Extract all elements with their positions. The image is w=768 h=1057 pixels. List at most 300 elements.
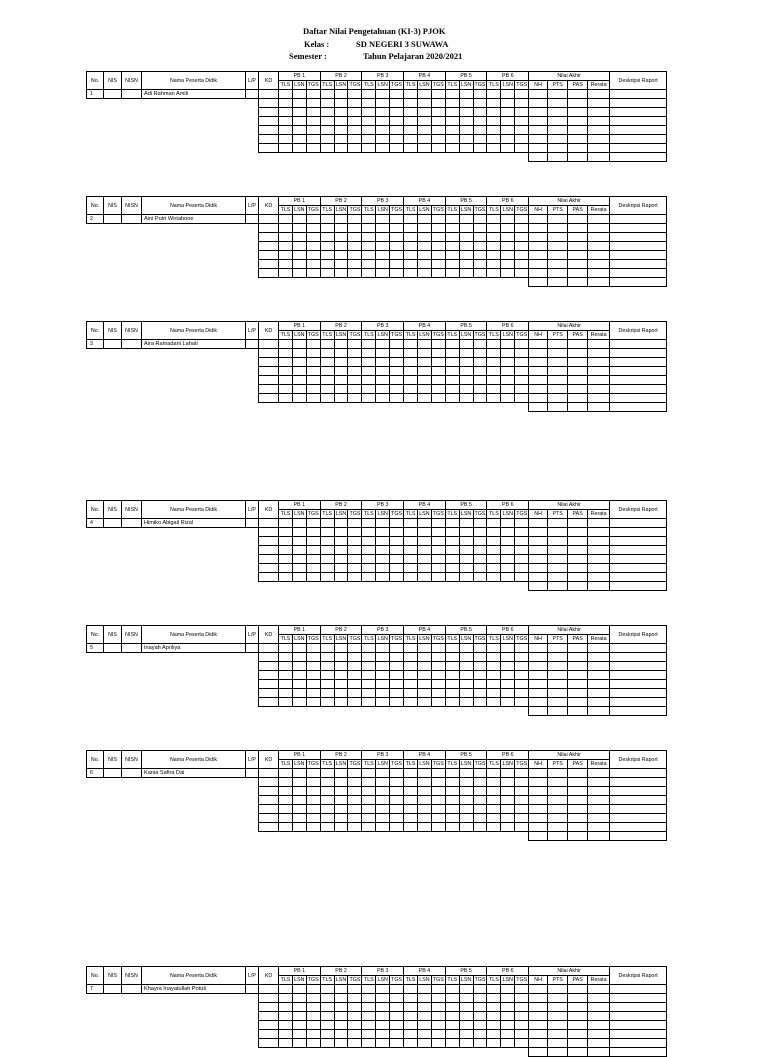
grade-cell bbox=[487, 144, 501, 153]
col-header-pb: PB 6 bbox=[487, 322, 529, 331]
blank-cell bbox=[246, 814, 259, 823]
grade-cell bbox=[515, 269, 529, 278]
blank-cell bbox=[246, 403, 259, 412]
grade-cell bbox=[292, 778, 306, 787]
grade-cell bbox=[445, 251, 459, 260]
grade-cell bbox=[431, 644, 445, 653]
grade-cell bbox=[390, 546, 404, 555]
blank-cell bbox=[142, 653, 246, 662]
grade-cell bbox=[279, 99, 293, 108]
grade-cell bbox=[404, 778, 418, 787]
grade-cell bbox=[473, 796, 487, 805]
col-subheader-tgs: TGS bbox=[474, 977, 486, 983]
blank-cell bbox=[87, 814, 104, 823]
blank-cell bbox=[390, 153, 404, 162]
grade-cell bbox=[431, 340, 445, 349]
col-header-deskripsi: Deskripsi Raport bbox=[610, 72, 667, 90]
blank-cell bbox=[122, 814, 142, 823]
blank-cell bbox=[501, 278, 515, 287]
empty-grade-row bbox=[87, 573, 667, 582]
grade-cell bbox=[588, 778, 610, 787]
grade-cell bbox=[487, 117, 501, 126]
blank-cell bbox=[246, 662, 259, 671]
blank-cell bbox=[142, 546, 246, 555]
grade-cell bbox=[501, 385, 515, 394]
blank-cell bbox=[142, 555, 246, 564]
blank-cell bbox=[142, 126, 246, 135]
grade-cell bbox=[515, 126, 529, 135]
col-subheader-lsn: LSN bbox=[419, 636, 430, 642]
grade-cell bbox=[529, 1021, 548, 1030]
semester-value: Tahun Pelajaran 2020/2021 bbox=[363, 51, 463, 61]
grade-cell bbox=[459, 787, 473, 796]
grade-cell bbox=[334, 1021, 348, 1030]
grade-cell bbox=[548, 117, 568, 126]
grade-cell bbox=[548, 564, 568, 573]
grade-cell bbox=[320, 680, 334, 689]
grade-cell bbox=[259, 269, 279, 278]
blank-cell bbox=[362, 582, 376, 591]
col-subheader-pas: PAS bbox=[568, 976, 588, 985]
grade-cell bbox=[588, 823, 610, 832]
grade-cell bbox=[362, 546, 376, 555]
student-nis bbox=[104, 90, 122, 99]
grade-cell bbox=[259, 358, 279, 367]
col-header-pb: PB 5 bbox=[445, 967, 487, 976]
grade-cell bbox=[487, 528, 501, 537]
grade-cell bbox=[529, 144, 548, 153]
grade-cell bbox=[259, 680, 279, 689]
grade-cell bbox=[529, 787, 548, 796]
grade-cell bbox=[588, 224, 610, 233]
grade-cell bbox=[320, 689, 334, 698]
grade-cell bbox=[390, 1012, 404, 1021]
grade-cell bbox=[417, 340, 431, 349]
col-subheader-lsn: LSN bbox=[460, 82, 472, 88]
grade-cell bbox=[515, 671, 529, 680]
grade-cell bbox=[473, 260, 487, 269]
grade-cell bbox=[376, 1003, 390, 1012]
grade-cell bbox=[515, 546, 529, 555]
col-header-deskripsi: Deskripsi Raport bbox=[610, 501, 667, 519]
grade-cell bbox=[487, 680, 501, 689]
grade-cell bbox=[487, 385, 501, 394]
grade-cell bbox=[279, 1012, 293, 1021]
col-header-pb: PB 6 bbox=[487, 751, 529, 760]
grade-cell bbox=[610, 573, 667, 582]
grade-cell bbox=[548, 689, 568, 698]
grade-cell bbox=[529, 215, 548, 224]
grade-cell bbox=[548, 644, 568, 653]
col-subheader-rerata: Rerata bbox=[588, 81, 610, 90]
grade-cell bbox=[610, 242, 667, 251]
grade-cell bbox=[548, 376, 568, 385]
grade-cell bbox=[529, 385, 548, 394]
grade-cell bbox=[279, 358, 293, 367]
blank-cell bbox=[320, 832, 334, 841]
grade-cell bbox=[376, 1039, 390, 1048]
col-subheader-tgs: TGS bbox=[474, 82, 486, 88]
col-subheader-lsn: LSN bbox=[335, 207, 347, 213]
grade-cell bbox=[362, 653, 376, 662]
blank-cell bbox=[122, 224, 142, 233]
grade-cell bbox=[473, 117, 487, 126]
blank-cell bbox=[246, 1048, 259, 1057]
grade-cell bbox=[501, 823, 515, 832]
blank-cell bbox=[445, 403, 459, 412]
grade-cell bbox=[417, 269, 431, 278]
grade-cell bbox=[306, 1021, 320, 1030]
grade-cell bbox=[529, 823, 548, 832]
grade-cell bbox=[417, 385, 431, 394]
blank-cell bbox=[246, 555, 259, 564]
blank-cell bbox=[515, 1048, 529, 1057]
grade-cell bbox=[501, 126, 515, 135]
col-subheader-lsn: LSN bbox=[419, 207, 430, 213]
grade-cell bbox=[515, 573, 529, 582]
student-lp bbox=[246, 215, 259, 224]
grade-cell bbox=[279, 135, 293, 144]
summary-cell bbox=[548, 582, 568, 591]
blank-cell bbox=[87, 251, 104, 260]
grade-cell bbox=[445, 269, 459, 278]
grade-cell bbox=[376, 269, 390, 278]
col-header-pb: PB 4 bbox=[404, 501, 446, 510]
grade-cell bbox=[362, 224, 376, 233]
grade-cell bbox=[417, 251, 431, 260]
col-subheader-lsn: LSN bbox=[502, 511, 513, 517]
grade-cell bbox=[568, 242, 588, 251]
grade-cell bbox=[588, 260, 610, 269]
grade-cell bbox=[279, 108, 293, 117]
grade-cell bbox=[390, 680, 404, 689]
grade-cell bbox=[390, 653, 404, 662]
col-header-pb: PB 3 bbox=[362, 967, 404, 976]
blank-cell bbox=[246, 1012, 259, 1021]
grade-cell bbox=[390, 689, 404, 698]
grade-cell bbox=[501, 698, 515, 707]
grade-cell bbox=[445, 376, 459, 385]
grade-cell bbox=[362, 144, 376, 153]
blank-cell bbox=[306, 832, 320, 841]
grade-cell bbox=[292, 215, 306, 224]
grade-cell bbox=[473, 662, 487, 671]
grade-cell bbox=[334, 233, 348, 242]
grade-cell bbox=[259, 1003, 279, 1012]
grade-cell bbox=[390, 90, 404, 99]
blank-cell bbox=[122, 233, 142, 242]
blank-cell bbox=[246, 242, 259, 251]
grade-cell bbox=[473, 242, 487, 251]
grade-cell bbox=[487, 1021, 501, 1030]
grade-cell bbox=[487, 358, 501, 367]
blank-cell bbox=[246, 108, 259, 117]
blank-cell bbox=[459, 707, 473, 716]
grade-cell bbox=[259, 994, 279, 1003]
grade-cell bbox=[348, 546, 362, 555]
grade-cell bbox=[334, 1030, 348, 1039]
col-header-pb: PB 1 bbox=[279, 751, 321, 760]
blank-cell bbox=[501, 153, 515, 162]
grade-cell bbox=[376, 367, 390, 376]
grade-cell bbox=[279, 519, 293, 528]
student-lp bbox=[246, 340, 259, 349]
blank-cell bbox=[87, 403, 104, 412]
blank-cell bbox=[104, 662, 122, 671]
col-header-nama: Nama Peserta Didik bbox=[142, 751, 246, 769]
grade-cell bbox=[362, 671, 376, 680]
col-header-pb: PB 5 bbox=[445, 197, 487, 206]
blank-cell bbox=[142, 671, 246, 680]
grade-cell bbox=[259, 385, 279, 394]
grade-cell bbox=[404, 233, 418, 242]
col-subheader-rerata: Rerata bbox=[588, 331, 610, 340]
blank-cell bbox=[362, 707, 376, 716]
blank-cell bbox=[87, 269, 104, 278]
grade-cell bbox=[279, 564, 293, 573]
blank-cell bbox=[104, 1012, 122, 1021]
grade-cell bbox=[610, 367, 667, 376]
grade-cell bbox=[390, 269, 404, 278]
empty-grade-row bbox=[87, 994, 667, 1003]
grade-cell bbox=[568, 519, 588, 528]
blank-cell bbox=[87, 153, 104, 162]
grade-cell bbox=[445, 108, 459, 117]
grade-cell bbox=[459, 698, 473, 707]
blank-cell bbox=[334, 832, 348, 841]
grade-cell bbox=[487, 126, 501, 135]
grade-cell bbox=[473, 814, 487, 823]
grade-cell bbox=[487, 269, 501, 278]
blank-cell bbox=[122, 242, 142, 251]
grade-cell bbox=[306, 573, 320, 582]
blank-cell bbox=[122, 823, 142, 832]
grade-cell bbox=[487, 367, 501, 376]
col-subheader-lsn: LSN bbox=[377, 207, 388, 213]
summary-cell bbox=[568, 403, 588, 412]
col-subheader-tgs: TGS bbox=[474, 332, 486, 338]
grade-cell bbox=[588, 349, 610, 358]
grade-cell bbox=[279, 1030, 293, 1039]
grade-cell bbox=[334, 126, 348, 135]
grade-cell bbox=[404, 99, 418, 108]
grade-cell bbox=[501, 564, 515, 573]
grade-cell bbox=[334, 224, 348, 233]
grade-cell bbox=[431, 126, 445, 135]
grade-cell bbox=[376, 671, 390, 680]
grade-cell bbox=[473, 671, 487, 680]
grade-cell bbox=[279, 242, 293, 251]
grade-cell bbox=[588, 769, 610, 778]
blank-cell bbox=[122, 349, 142, 358]
grade-cell bbox=[306, 242, 320, 251]
blank-cell bbox=[417, 403, 431, 412]
grade-cell bbox=[548, 251, 568, 260]
grade-cell bbox=[515, 135, 529, 144]
grade-cell bbox=[292, 787, 306, 796]
blank-cell bbox=[473, 403, 487, 412]
blank-cell bbox=[376, 153, 390, 162]
grade-cell bbox=[431, 1039, 445, 1048]
blank-cell bbox=[142, 260, 246, 269]
grade-cell bbox=[487, 671, 501, 680]
grade-cell bbox=[259, 251, 279, 260]
grade-cell bbox=[501, 662, 515, 671]
grade-table bbox=[86, 500, 667, 591]
grade-cell bbox=[306, 108, 320, 117]
grade-cell bbox=[459, 367, 473, 376]
grade-cell bbox=[404, 367, 418, 376]
blank-cell bbox=[142, 537, 246, 546]
grade-cell bbox=[334, 546, 348, 555]
blank-cell bbox=[122, 698, 142, 707]
col-header-pb: PB 4 bbox=[404, 72, 446, 81]
grade-cell bbox=[292, 1012, 306, 1021]
grade-cell bbox=[568, 564, 588, 573]
col-subheader-lsn: LSN bbox=[335, 636, 347, 642]
grade-cell bbox=[431, 99, 445, 108]
grade-cell bbox=[259, 376, 279, 385]
grade-cell bbox=[390, 385, 404, 394]
col-subheader-tgs: TGS bbox=[432, 332, 444, 338]
grade-cell bbox=[487, 814, 501, 823]
grade-cell bbox=[473, 573, 487, 582]
col-header-nisn: NISN bbox=[122, 322, 142, 340]
blank-cell bbox=[87, 117, 104, 126]
grade-cell bbox=[501, 671, 515, 680]
grade-cell bbox=[306, 787, 320, 796]
col-subheader-lsn: LSN bbox=[377, 82, 388, 88]
blank-cell bbox=[431, 832, 445, 841]
grade-cell bbox=[588, 653, 610, 662]
grade-cell bbox=[334, 671, 348, 680]
grade-cell bbox=[390, 242, 404, 251]
col-subheader-tls: TLS bbox=[320, 331, 334, 340]
grade-cell bbox=[529, 242, 548, 251]
grade-cell bbox=[431, 394, 445, 403]
grade-cell bbox=[610, 519, 667, 528]
grade-cell bbox=[548, 99, 568, 108]
col-subheader-lsn: LSN bbox=[460, 511, 472, 517]
grade-cell bbox=[473, 126, 487, 135]
grade-cell bbox=[404, 644, 418, 653]
grade-cell bbox=[362, 644, 376, 653]
col-header-pb: PB 6 bbox=[487, 72, 529, 81]
blank-cell bbox=[122, 358, 142, 367]
col-subheader-lsn: LSN bbox=[419, 511, 430, 517]
grade-cell bbox=[334, 787, 348, 796]
grade-cell bbox=[610, 528, 667, 537]
grade-cell bbox=[487, 233, 501, 242]
summary-cell bbox=[588, 153, 610, 162]
blank-cell bbox=[87, 1048, 104, 1057]
grade-cell bbox=[390, 787, 404, 796]
blank-cell bbox=[122, 1048, 142, 1057]
empty-grade-row bbox=[87, 224, 667, 233]
blank-cell bbox=[104, 698, 122, 707]
grade-cell bbox=[445, 698, 459, 707]
grade-cell bbox=[610, 108, 667, 117]
grade-cell bbox=[501, 376, 515, 385]
blank-cell bbox=[87, 367, 104, 376]
grade-cell bbox=[404, 689, 418, 698]
grade-cell bbox=[568, 394, 588, 403]
grade-cell bbox=[445, 528, 459, 537]
grade-cell bbox=[390, 1003, 404, 1012]
grade-cell bbox=[501, 796, 515, 805]
col-subheader-tgs: TGS bbox=[516, 761, 528, 767]
grade-table bbox=[86, 966, 667, 1057]
blank-cell bbox=[142, 707, 246, 716]
grade-cell bbox=[548, 555, 568, 564]
col-subheader-tgs: TGS bbox=[474, 207, 486, 213]
grade-cell bbox=[529, 519, 548, 528]
col-header-kd: KD bbox=[259, 967, 279, 985]
col-subheader-tls: TLS bbox=[320, 510, 334, 519]
blank-cell bbox=[246, 564, 259, 573]
blank-cell bbox=[87, 108, 104, 117]
grade-cell bbox=[279, 653, 293, 662]
grade-cell bbox=[279, 805, 293, 814]
blank-cell bbox=[122, 573, 142, 582]
blank-cell bbox=[334, 582, 348, 591]
grade-cell bbox=[348, 814, 362, 823]
grade-cell bbox=[473, 224, 487, 233]
col-subheader-tls: TLS bbox=[279, 331, 293, 340]
blank-cell bbox=[246, 573, 259, 582]
grade-cell bbox=[320, 144, 334, 153]
grade-cell bbox=[568, 90, 588, 99]
blank-cell bbox=[501, 707, 515, 716]
grade-cell bbox=[445, 242, 459, 251]
grade-cell bbox=[348, 644, 362, 653]
grade-cell bbox=[334, 251, 348, 260]
col-subheader-tgs: TGS bbox=[516, 511, 528, 517]
col-subheader-tls: TLS bbox=[362, 976, 376, 985]
grade-cell bbox=[306, 224, 320, 233]
blank-cell bbox=[459, 832, 473, 841]
blank-cell bbox=[142, 662, 246, 671]
blank-cell bbox=[122, 376, 142, 385]
grade-cell bbox=[548, 215, 568, 224]
blank-cell bbox=[122, 1003, 142, 1012]
col-subheader-tls: TLS bbox=[362, 331, 376, 340]
blank-cell bbox=[259, 832, 279, 841]
grade-cell bbox=[515, 778, 529, 787]
student-name: Aini Putri Wirtabone bbox=[142, 215, 246, 224]
blank-cell bbox=[487, 403, 501, 412]
col-header-pb: PB 2 bbox=[320, 751, 362, 760]
col-subheader-tgs: TGS bbox=[307, 636, 319, 642]
grade-cell bbox=[376, 385, 390, 394]
grade-cell bbox=[390, 573, 404, 582]
grade-cell bbox=[306, 358, 320, 367]
grade-cell bbox=[529, 367, 548, 376]
grade-cell bbox=[376, 796, 390, 805]
col-header-nilai-akhir: Nilai Akhir bbox=[529, 322, 610, 331]
col-header-pb: PB 4 bbox=[404, 197, 446, 206]
col-subheader-tls: TLS bbox=[320, 206, 334, 215]
blank-cell bbox=[142, 403, 246, 412]
blank-cell bbox=[87, 1003, 104, 1012]
blank-cell bbox=[142, 144, 246, 153]
grade-cell bbox=[279, 117, 293, 126]
grade-cell bbox=[515, 994, 529, 1003]
blank-cell bbox=[87, 233, 104, 242]
col-subheader-tls: TLS bbox=[445, 331, 459, 340]
grade-cell bbox=[610, 644, 667, 653]
blank-cell bbox=[87, 994, 104, 1003]
